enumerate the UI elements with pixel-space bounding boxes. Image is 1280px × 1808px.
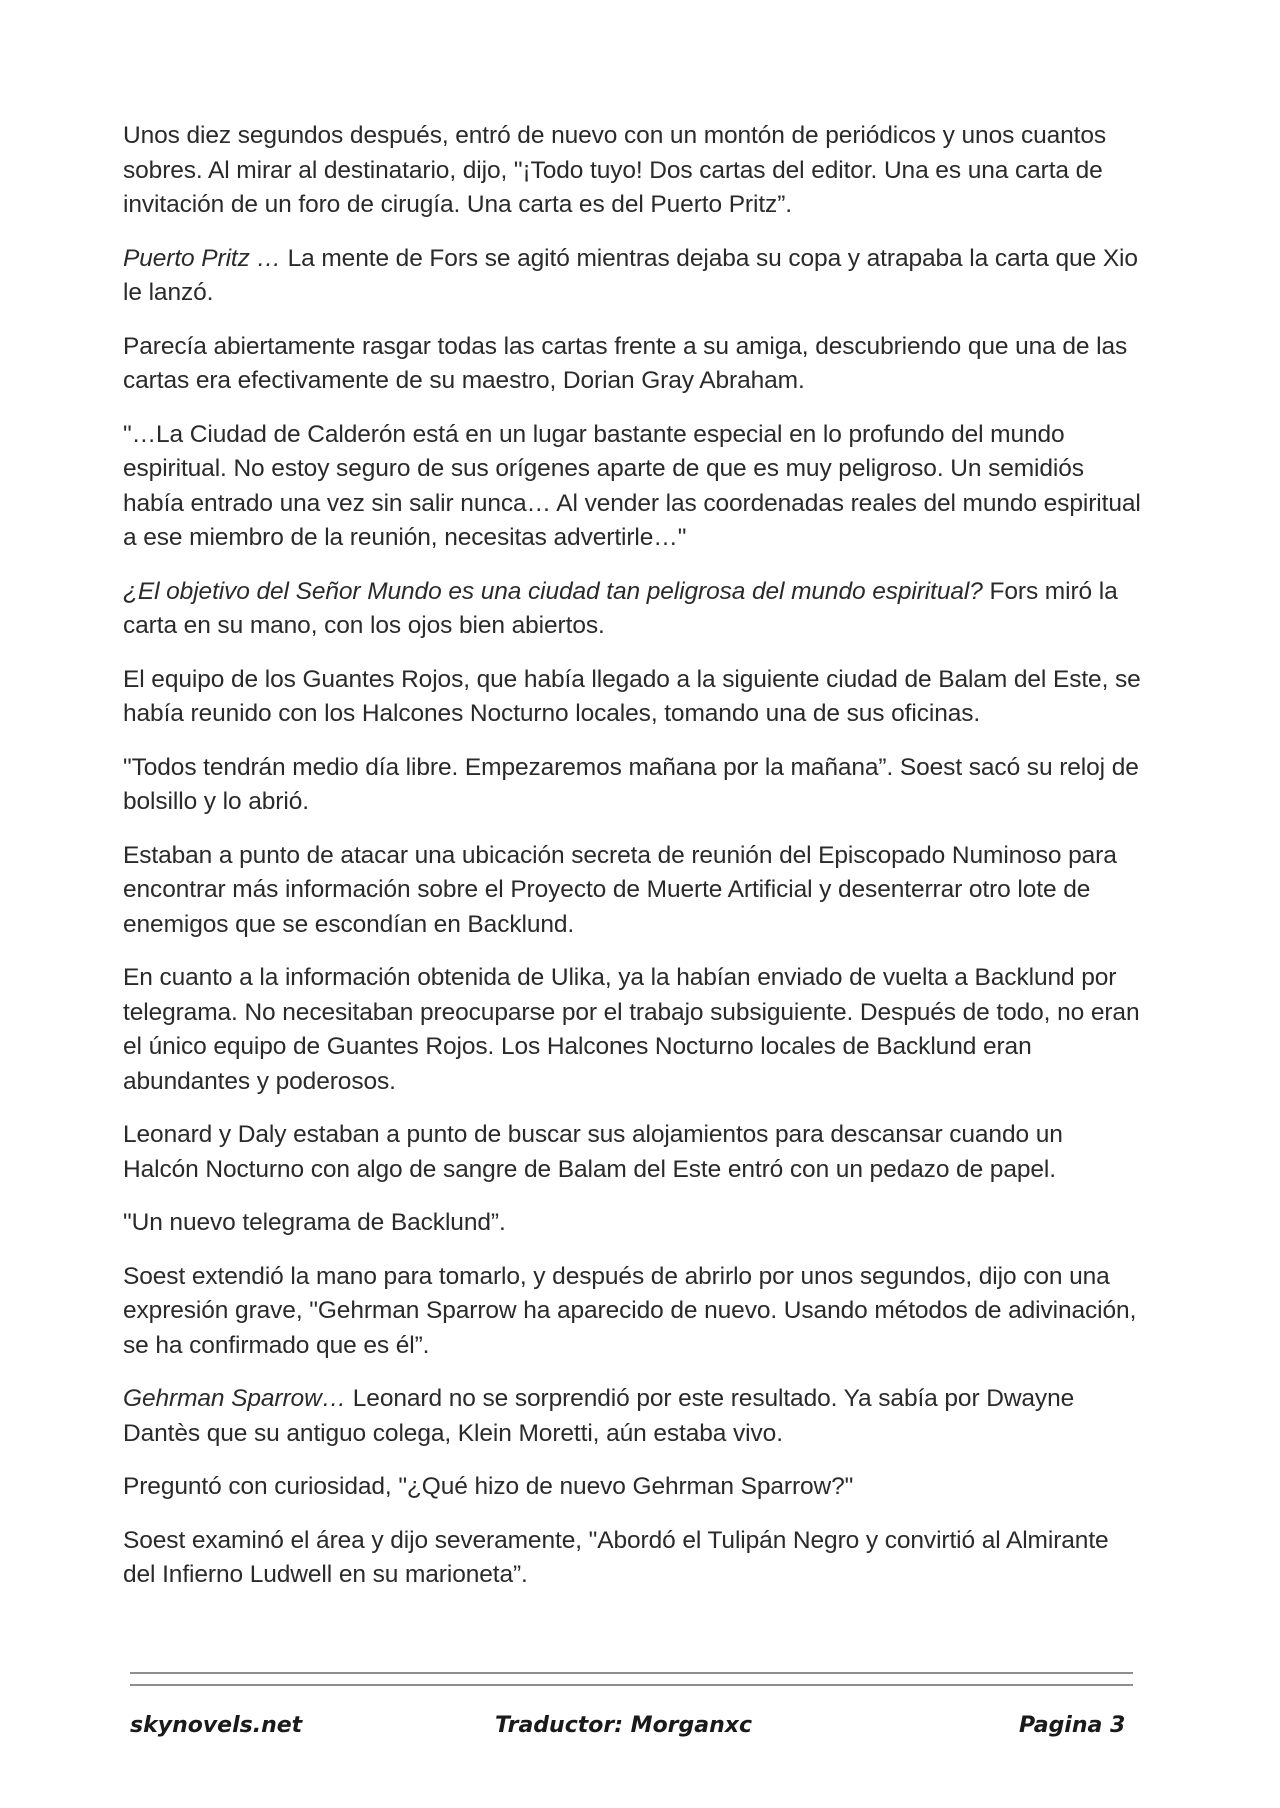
- footer-page-number: Pagina 3: [1019, 1713, 1126, 1738]
- paragraph: [123, 1206, 1143, 1241]
- paragraph-text: Parecía abiertamente rasgar todas las cartas frente a su amiga, descubriendo que una de las cartas era efectivamente de su maestro, Dorian Gray Abraham.: [123, 332, 1128, 394]
- paragraph-text: Leonard y Daly estaban a punto de buscar sus alojamientos para descansar cuando un Halcón Nocturno con algo de sangre de Balam del Este entró con un pedazo de papel.: [123, 1121, 1063, 1183]
- paragraph-text: Estaban a punto de atacar una ubicación secreta de reunión del Episcopado Numinoso para encontrar más información sobre el Proyecto de Muerte Artificial y desenterrar otro lote de enemigos que se escondían en Backlund.: [123, 841, 1117, 938]
- paragraph: [123, 961, 1143, 1099]
- paragraph: [123, 1382, 1143, 1451]
- paragraph: [123, 575, 1143, 644]
- paragraph-text: El equipo de los Guantes Rojos, que había llegado a la siguiente ciudad de Balam del Este, se había reunido con los Halcones Nocturno locales, tomando una de sus oficinas.: [123, 665, 1141, 727]
- paragraph-text: Preguntó con curiosidad, "¿Qué hizo de nuevo Gehrman Sparrow?": [123, 1473, 854, 1500]
- paragraph-text: Soest extendió la mano para tomarlo, y después de abrirlo por unos segundos, dijo con una expresión grave, "Gehrman Sparrow ha aparecido de nuevo. Usando métodos de adivinación, se ha confirmado que es él”.: [123, 1262, 1137, 1359]
- paragraph-text: "Todos tendrán medio día libre. Empezaremos mañana por la mañana”. Soest sacó su reloj de bolsillo y lo abrió.: [123, 753, 1139, 815]
- paragraph-text: En cuanto a la información obtenida de Ulika, ya la habían enviado de vuelta a Backlund por telegrama. No necesitaban preocuparse por el trabajo subsiguiente. Después de todo, no eran el único equipo de Guantes Rojos. Los Halcones Nocturno locales de Backlund eran abundantes y poderosos.: [123, 964, 1140, 1095]
- footer-divider-top: [130, 1672, 1133, 1674]
- paragraph-text: Soest examinó el área y dijo severamente, "Abordó el Tulipán Negro y convirtió al Almirante del Infierno Ludwell en su marioneta”.: [123, 1526, 1109, 1588]
- paragraph-italic-text: Gehrman Sparrow…: [123, 1385, 347, 1412]
- footer-site: skynovels.net: [130, 1713, 303, 1738]
- paragraph-text: "…La Ciudad de Calderón está en un lugar bastante especial en lo profundo del mundo espiritual. No estoy seguro de sus orígenes aparte de que es muy peligroso. Un semidiós había entrado una vez sin salir nunca… Al vender las coordenadas reales del mundo espiritual a ese miembro de la reunión, necesitas advertirle…": [123, 420, 1141, 551]
- paragraph: [123, 1470, 1143, 1505]
- document-body: [123, 119, 1143, 1612]
- paragraph: [123, 1524, 1143, 1593]
- paragraph-italic-text: Puerto Pritz …: [123, 244, 281, 272]
- paragraph-text: Fors miró la carta en su mano, con los ojos bien abiertos.: [123, 577, 1118, 639]
- paragraph: [123, 330, 1143, 399]
- paragraph-text: Leonard no se sorprendió por este resultado. Ya sabía por Dwayne Dantès que su antiguo colega, Klein Moretti, aún estaba vivo.: [123, 1385, 1075, 1447]
- paragraph: [123, 119, 1143, 223]
- paragraph-text: "Un nuevo telegrama de Backlund”.: [123, 1209, 506, 1236]
- footer-divider-bottom: [130, 1684, 1133, 1686]
- paragraph: [123, 839, 1143, 943]
- paragraph-text: Unos diez segundos después, entró de nuevo con un montón de periódicos y unos cuantos sobres. Al mirar al destinatario, dijo, "¡Todo tuyo! Dos cartas del editor. Una es una carta de invitación de un foro de cirugía. Una carta es del Puerto Pritz”.: [123, 122, 1107, 218]
- paragraph: [123, 663, 1143, 732]
- paragraph: [123, 418, 1143, 556]
- paragraph: [123, 242, 1143, 311]
- footer-translator: Traductor: Morganxc: [495, 1713, 753, 1738]
- paragraph-italic-text: ¿El objetivo del Señor Mundo es una ciudad tan peligrosa del mundo espiritual?: [123, 577, 983, 605]
- paragraph: [123, 751, 1143, 820]
- paragraph: [123, 1118, 1143, 1187]
- paragraph: [123, 1260, 1143, 1364]
- paragraph-text: La mente de Fors se agitó mientras dejaba su copa y atrapaba la carta que Xio le lanzó.: [123, 244, 1138, 306]
